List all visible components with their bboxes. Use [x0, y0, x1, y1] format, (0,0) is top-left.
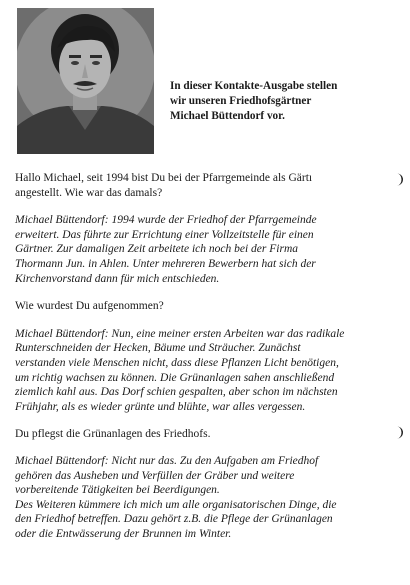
answer-line: Michael Büttendorf: Nicht nur das. Zu den Aufgaben am Friedhof: [15, 454, 319, 467]
answer-3: [15, 454, 396, 542]
question-line: Hallo Michael, seit 1994 bist Du bei der Pfarrgemeinde als Gärtı: [15, 172, 313, 184]
answer-line: Kirchenvorstand dann für mich entschieden.: [15, 272, 220, 285]
crescent-mark-icon: [396, 173, 404, 186]
question-line: Wie wurdest Du aufgenommen?: [15, 300, 164, 313]
answer-1: [15, 213, 396, 286]
answer-line: erweitert. Das führte zur Errichtung einer Vollzeitstelle für einen: [15, 228, 314, 241]
answer-line: vorbereitende Tätigkeiten bei Beerdigungen.: [15, 484, 220, 497]
crescent-mark-icon: [396, 426, 404, 439]
answer-line: Frühjahr, als es wieder grünte und blühte, war alles vergessen.: [15, 400, 306, 413]
question-line: angestellt. Wie war das damals?: [15, 186, 163, 199]
answer-line: Michael Büttendorf: 1994 wurde der Friedhof der Pfarrgemeinde: [15, 214, 317, 227]
question-line: Du pflegst die Grünanlagen des Friedhofs.: [15, 428, 211, 441]
answer-line: oder die Entwässerung der Brunnen im Winter.: [15, 527, 232, 540]
answer-line: verstanden viele Menschen nicht, dass diese Pflanzen Licht benötigen,: [15, 356, 339, 369]
answer-line: ziemlich kahl aus. Das Dorf schien gespalten, aber schon im nächsten: [15, 386, 338, 399]
portrait-image: [17, 8, 154, 154]
answer-line: Runterschneiden der Hecken, Bäume und Sträucher. Zunächst: [15, 342, 301, 355]
answer-line: gehören das Ausheben und Verfüllen der Gräber und weitere: [15, 469, 295, 482]
question-2: [15, 299, 396, 314]
answer-line: Des Weiteren kümmere ich mich um alle organisatorischen Dinge, die: [15, 498, 337, 511]
answer-line: Gärtner. Zur damaligen Zeit arbeitete ich noch bei der Firma: [15, 243, 298, 256]
intro-line: Michael Büttendorf vor.: [170, 110, 285, 122]
intro-line: wir unseren Friedhofsgärtner: [170, 95, 312, 107]
question-3: [15, 427, 396, 442]
answer-line: um richtig wachsen zu können. Die Grünanlagen sahen anschließend: [15, 371, 335, 384]
answer-2: [15, 327, 396, 415]
intro-line: In dieser Kontakte-Ausgabe stellen: [170, 80, 338, 92]
intro-text: [170, 79, 405, 124]
article: [15, 171, 396, 541]
answer-line: den Friedhof betreffen. Dazu gehört z.B. die Pflege der Grünanlagen: [15, 513, 333, 526]
answer-line: Michael Büttendorf: Nun, eine meiner ersten Arbeiten war das radikale: [15, 327, 345, 340]
answer-line: Thormann Jun. in Ahlen. Unter mehreren Bewerbern hat sich der: [15, 257, 316, 270]
portrait-photo: [17, 8, 154, 154]
question-1: [15, 171, 396, 200]
